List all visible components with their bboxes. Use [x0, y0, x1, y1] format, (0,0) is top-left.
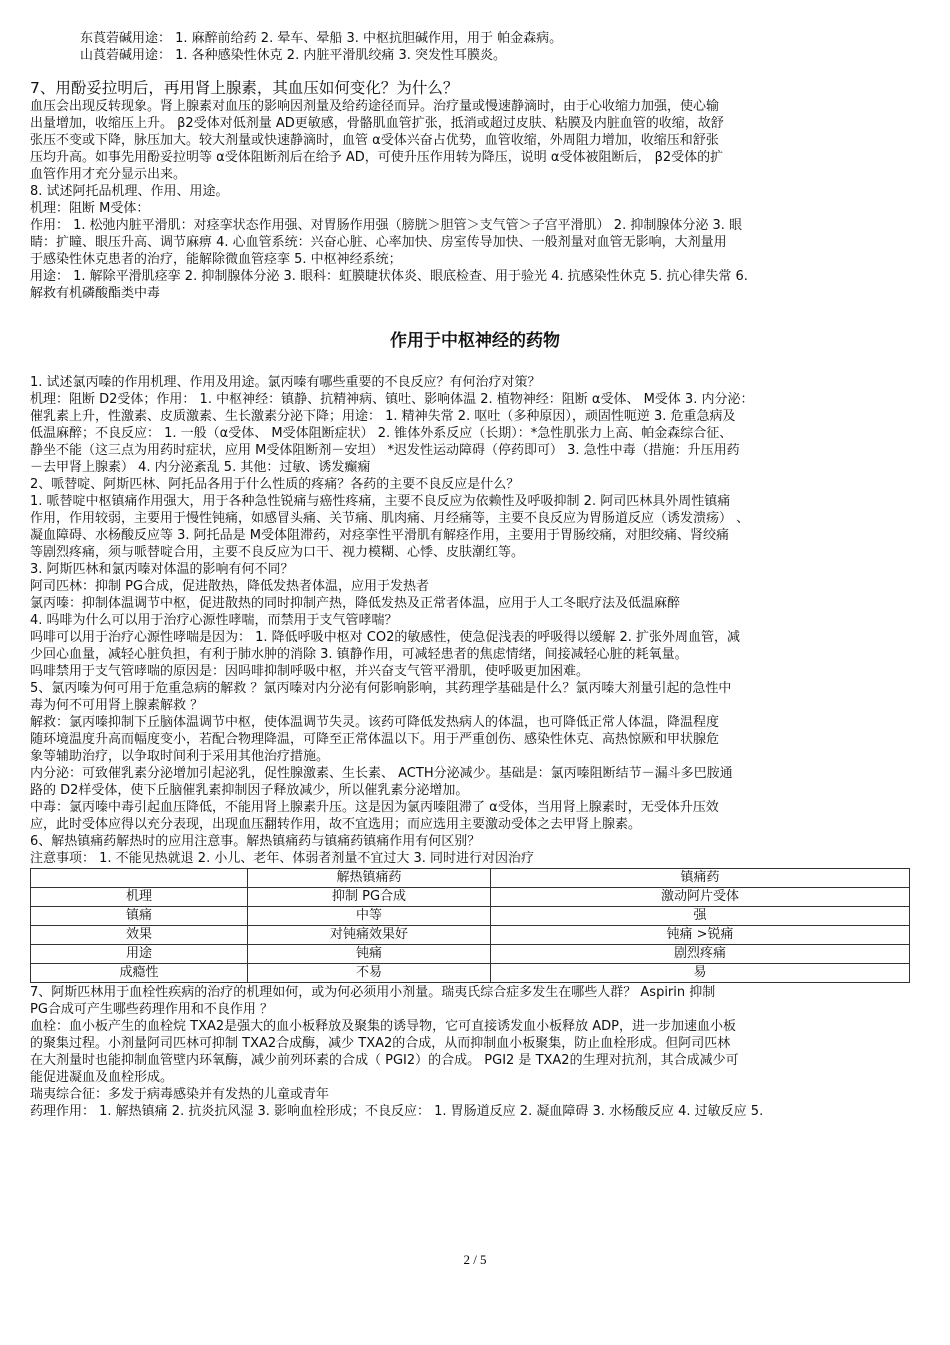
- body-line: 低温麻醉；不良反应： 1. 一般（α受体、 M受体阻断症状） 2. 锥体外系反应（长期）：*急性肌张力上高、帕金森综合征、: [30, 426, 733, 441]
- answer-line: 解救有机磷酸酯类中毒: [30, 286, 161, 301]
- table-cell: 不易: [248, 964, 491, 983]
- body-line: 1. 哌替啶中枢镇痛作用强大，用于各种急性锐痛与癌性疼痛，主要不良反应为依赖性及呼吸抑制 2. 阿司匹林具外周性镇痛: [30, 494, 731, 509]
- body-line: 4. 吗啡为什么可以用于治疗心源性哮喘，而禁用于支气管哮喘？: [30, 613, 398, 628]
- table-header-cell: 镇痛药: [491, 869, 910, 888]
- comparison-table: [30, 868, 910, 983]
- table-row: [31, 964, 910, 983]
- answer-line: 用途： 1. 解除平滑肌痉挛 2. 抑制腺体分泌 3. 眼科：虹膜睫状体炎、眼底检查、用于验光 4. 抗感染性休克 5. 抗心律失常 6.: [30, 269, 748, 284]
- table-cell: 中等: [248, 907, 491, 926]
- table-row: [31, 945, 910, 964]
- body-line: 机理：阻断 D2受体；作用： 1. 中枢神经：镇静、抗精神病、镇吐、影响体温 2. 植物神经：阻断 α受体、 M受体 3. 内分泌：: [30, 392, 754, 407]
- body-line: 等剧烈疼痛，须与哌替啶合用，主要不良反应为口干、视力模糊、心悸、皮肤潮红等。: [30, 545, 525, 560]
- table-cell: 钝痛: [248, 945, 491, 964]
- body-line: 凝血障碍、水杨酸反应等 3. 阿托品是 M受体阻滞药，对痉挛性平滑肌有解痉作用，主要用于胃肠绞痛，对胆绞痛、肾绞痛: [30, 528, 730, 543]
- answer-line: 于感染性休克患者的治疗，能解除微血管痉挛 5. 中枢神经系统；: [30, 252, 402, 267]
- section-title: 作用于中枢神经的药物: [390, 331, 560, 351]
- table-cell: 剧烈疼痛: [491, 945, 910, 964]
- body-line: 在大剂量时也能抑制血管壁内环氧酶，减少前列环素的合成（ PGI2）的合成。 PGI2 是 TXA2的生理对抗剂，其合成减少可: [30, 1053, 739, 1068]
- body-line: 3. 阿斯匹林和氯丙嗪对体温的影响有何不同？: [30, 562, 294, 577]
- body-line: 6、解热镇痛药解热时的应用注意事。解热镇痛药与镇痛药镇痛作用有何区别？: [30, 834, 481, 849]
- table-cell: 钝痛 >锐痛: [491, 926, 910, 945]
- body-line: 的聚集过程。小剂量阿司匹林可抑制 TXA2合成酶，减少 TXA2的合成，从而抑制血小板聚集，防止血栓形成。但阿司匹林: [30, 1036, 731, 1051]
- anisodamine-uses-line: 山莨菪碱用途： 1. 各种感染性休克 2. 内脏平滑肌绞痛 3. 突发性耳膜炎。: [80, 48, 507, 63]
- body-line: 氯丙嗪：抑制体温调节中枢，促进散热的同时抑制产热，降低发热及正常者体温，应用于人工冬眠疗法及低温麻醉: [30, 596, 681, 611]
- question-7-phentolamine-title: 7、用酚妥拉明后，再用肾上腺素，其血压如何变化？为什么？: [30, 79, 459, 97]
- body-line: 吗啡可以用于治疗心源性哮喘是因为： 1. 降低呼吸中枢对 CO2的敏感性，使急促浅表的呼吸得以缓解 2. 扩张外周血管，减: [30, 630, 741, 645]
- scopolamine-uses-line: 东莨菪碱用途： 1. 麻醉前给药 2. 晕车、晕船 3. 中枢抗胆碱作用，用于 帕金森病。: [80, 31, 563, 46]
- table-cell: 机理: [31, 888, 248, 907]
- table-cell: 强: [491, 907, 910, 926]
- body-line: 药理作用： 1. 解热镇痛 2. 抗炎抗风湿 3. 影响血栓形成；不良反应： 1. 胃肠道反应 2. 凝血障碍 3. 水杨酸反应 4. 过敏反应 5.: [30, 1104, 764, 1119]
- table-cell: 效果: [31, 926, 248, 945]
- table-cell: 成瘾性: [31, 964, 248, 983]
- body-line: 解救：氯丙嗪抑制下丘脑体温调节中枢，使体温调节失灵。该药可降低发热病人的体温，也可降低正常人体温，降温程度: [30, 715, 720, 730]
- table-row: [31, 926, 910, 945]
- body-line: 静坐不能（这三点为用药时症状，应用 M受体阻断剂－安坦） *迟发性运动障碍（停药即可） 3. 急性中毒（措施：升压用药: [30, 443, 740, 458]
- answer-line: 机理：阻断 M受体：: [30, 201, 150, 216]
- body-line: PG合成可产生哪些药理作用和不良作用 ？: [30, 1002, 274, 1017]
- answer-line: 出量增加，收缩压上升。 β2受体对低剂量 AD更敏感，骨骼肌血管扩张，抵消或超过皮肤、粘膜及内脏血管的收缩，故舒: [30, 116, 724, 131]
- body-line: 应，此时受体应得以充分表现，出现血压翻转作用，故不宜选用；而应选用主要激动受体之去甲肾上腺素。: [30, 817, 642, 832]
- body-line: 瑞夷综合征：多发于病毒感染并有发热的儿童或青年: [30, 1087, 330, 1102]
- body-line: 阿司匹林：抑制 PG合成，促进散热，降低发热者体温，应用于发热者: [30, 579, 430, 594]
- body-line: 血栓：血小板产生的血栓烷 TXA2是强大的血小板释放及聚集的诱导物，它可直接诱发血小板释放 ADP，进一步加速血小板: [30, 1019, 737, 1034]
- table-header-row: [31, 869, 910, 888]
- body-line: 催乳素上升，性激素、皮质激素、生长激素分泌下降；用途： 1. 精神失常 2. 呕吐（多种原因），顽固性呃逆 3. 危重急病及: [30, 409, 736, 424]
- body-line: 2、哌替啶、阿斯匹林、阿托品各用于什么性质的疼痛？各药的主要不良反应是什么？: [30, 477, 520, 492]
- body-line: 5、氯丙嗪为何可用于危重急病的解救 ？氯丙嗪对内分泌有何影响影响，其药理学基础是什么？氯丙嗪大剂量引起的急性中: [30, 681, 732, 696]
- body-line: 内分泌：可致催乳素分泌增加引起泌乳，促性腺激素、生长素、 ACTH分泌减少。基础是：氯丙嗪阻断结节－漏斗多巴胺通: [30, 766, 733, 781]
- table-cell: 抑制 PG合成: [248, 888, 491, 907]
- table-cell: 激动阿片受体: [491, 888, 910, 907]
- body-line: 少回心血量，减轻心脏负担，有利于肺水肿的消除 3. 镇静作用，可减轻患者的焦虑情绪，间接减轻心脏的耗氧量。: [30, 647, 688, 662]
- table-header-cell: [31, 869, 248, 888]
- page-number: 2 / 5: [463, 1252, 487, 1267]
- table-cell: 用途: [31, 945, 248, 964]
- scopolamine-section: [30, 30, 920, 64]
- answer-line: 作用： 1. 松弛内脏平滑肌：对痉挛状态作用强、对胃肠作用强（膀胱＞胆管＞支气管＞子宫平滑肌） 2. 抑制腺体分泌 3. 眼: [30, 218, 743, 233]
- body-line: 象等辅助治疗，以争取时间利于采用其他治疗措施。: [30, 749, 330, 764]
- question-7-answer: [30, 98, 920, 183]
- body-line: 路的 D2样受体，使下丘脑催乳素抑制因子释放减少，所以催乳素分泌增加。: [30, 783, 469, 798]
- answer-line: 血管作用才充分显示出来。: [30, 167, 187, 182]
- body-line: －去甲肾上腺素） 4. 内分泌紊乱 5. 其他：过敏、诱发癫痫: [30, 460, 371, 475]
- body-line: 作用，作用较弱，主要用于慢性钝痛，如感冒头痛、关节痛、肌肉痛、月经痛等，主要不良反应为胃肠道反应（诱发溃疡） 、: [30, 511, 750, 526]
- answer-line: 压均升高。如事先用酚妥拉明等 α受体阻断剂后在给予 AD，可使升压作用转为降压，说明 α受体被阻断后， β2受体的扩: [30, 150, 724, 165]
- cns-drugs-section: [30, 374, 920, 867]
- table-cell: 对钝痛效果好: [248, 926, 491, 945]
- table-cell: 镇痛: [31, 907, 248, 926]
- body-line: 7、阿斯匹林用于血栓性疾病的治疗的机理如何，或为何必须用小剂量。瑞夷氏综合症多发生在哪些人群？ Aspirin 抑制: [30, 985, 716, 1000]
- body-line: 毒为何不可用肾上腺素解救 ？: [30, 698, 204, 713]
- answer-line: 血压会出现反转现象。肾上腺素对血压的影响因剂量及给药途径而异。治疗量或慢速静滴时，由于心收缩力加强，使心输: [30, 99, 720, 114]
- question-8-atropine: [30, 183, 920, 302]
- table-row: [31, 888, 910, 907]
- body-line: 1. 试述氯丙嗪的作用机理、作用及用途。氯丙嗪有哪些重要的不良反应？有何治疗对策？: [30, 375, 541, 390]
- body-line: 随环境温度升高而幅度变小，若配合物理降温，可降至正常体温以下。用于严重创伤、感染性休克、高热惊厥和甲状腺危: [30, 732, 720, 747]
- table-row: [31, 907, 910, 926]
- body-line: 吗啡禁用于支气管哮喘的原因是：因吗啡抑制呼吸中枢，并兴奋支气管平滑肌，使呼吸更加困难。: [30, 664, 590, 679]
- body-line: 注意事项： 1. 不能见热就退 2. 小儿、老年、体弱者剂量不宜过大 3. 同时进行对因治疗: [30, 851, 535, 866]
- aspirin-section: [30, 984, 920, 1120]
- question-8-title: 8. 试述阿托品机理、作用、用途。: [30, 184, 229, 199]
- body-line: 能促进凝血及血栓形成。: [30, 1070, 174, 1085]
- table-header-cell: 解热镇痛药: [248, 869, 491, 888]
- answer-line: 张压不变或下降，脉压加大。较大剂量或快速静滴时，血管 α受体兴奋占优势，血管收缩，外周阻力增加，收缩压和舒张: [30, 133, 719, 148]
- body-line: 中毒：氯丙嗪中毒引起血压降低，不能用肾上腺素升压。这是因为氯丙嗪阻滞了 α受体，当用肾上腺素时，无受体升压效: [30, 800, 719, 815]
- answer-line: 睛：扩瞳、眼压升高、调节麻痹 4. 心血管系统：兴奋心脏、心率加快、房室传导加快、一般剂量对血管无影响，大剂量用: [30, 235, 727, 250]
- table-cell: 易: [491, 964, 910, 983]
